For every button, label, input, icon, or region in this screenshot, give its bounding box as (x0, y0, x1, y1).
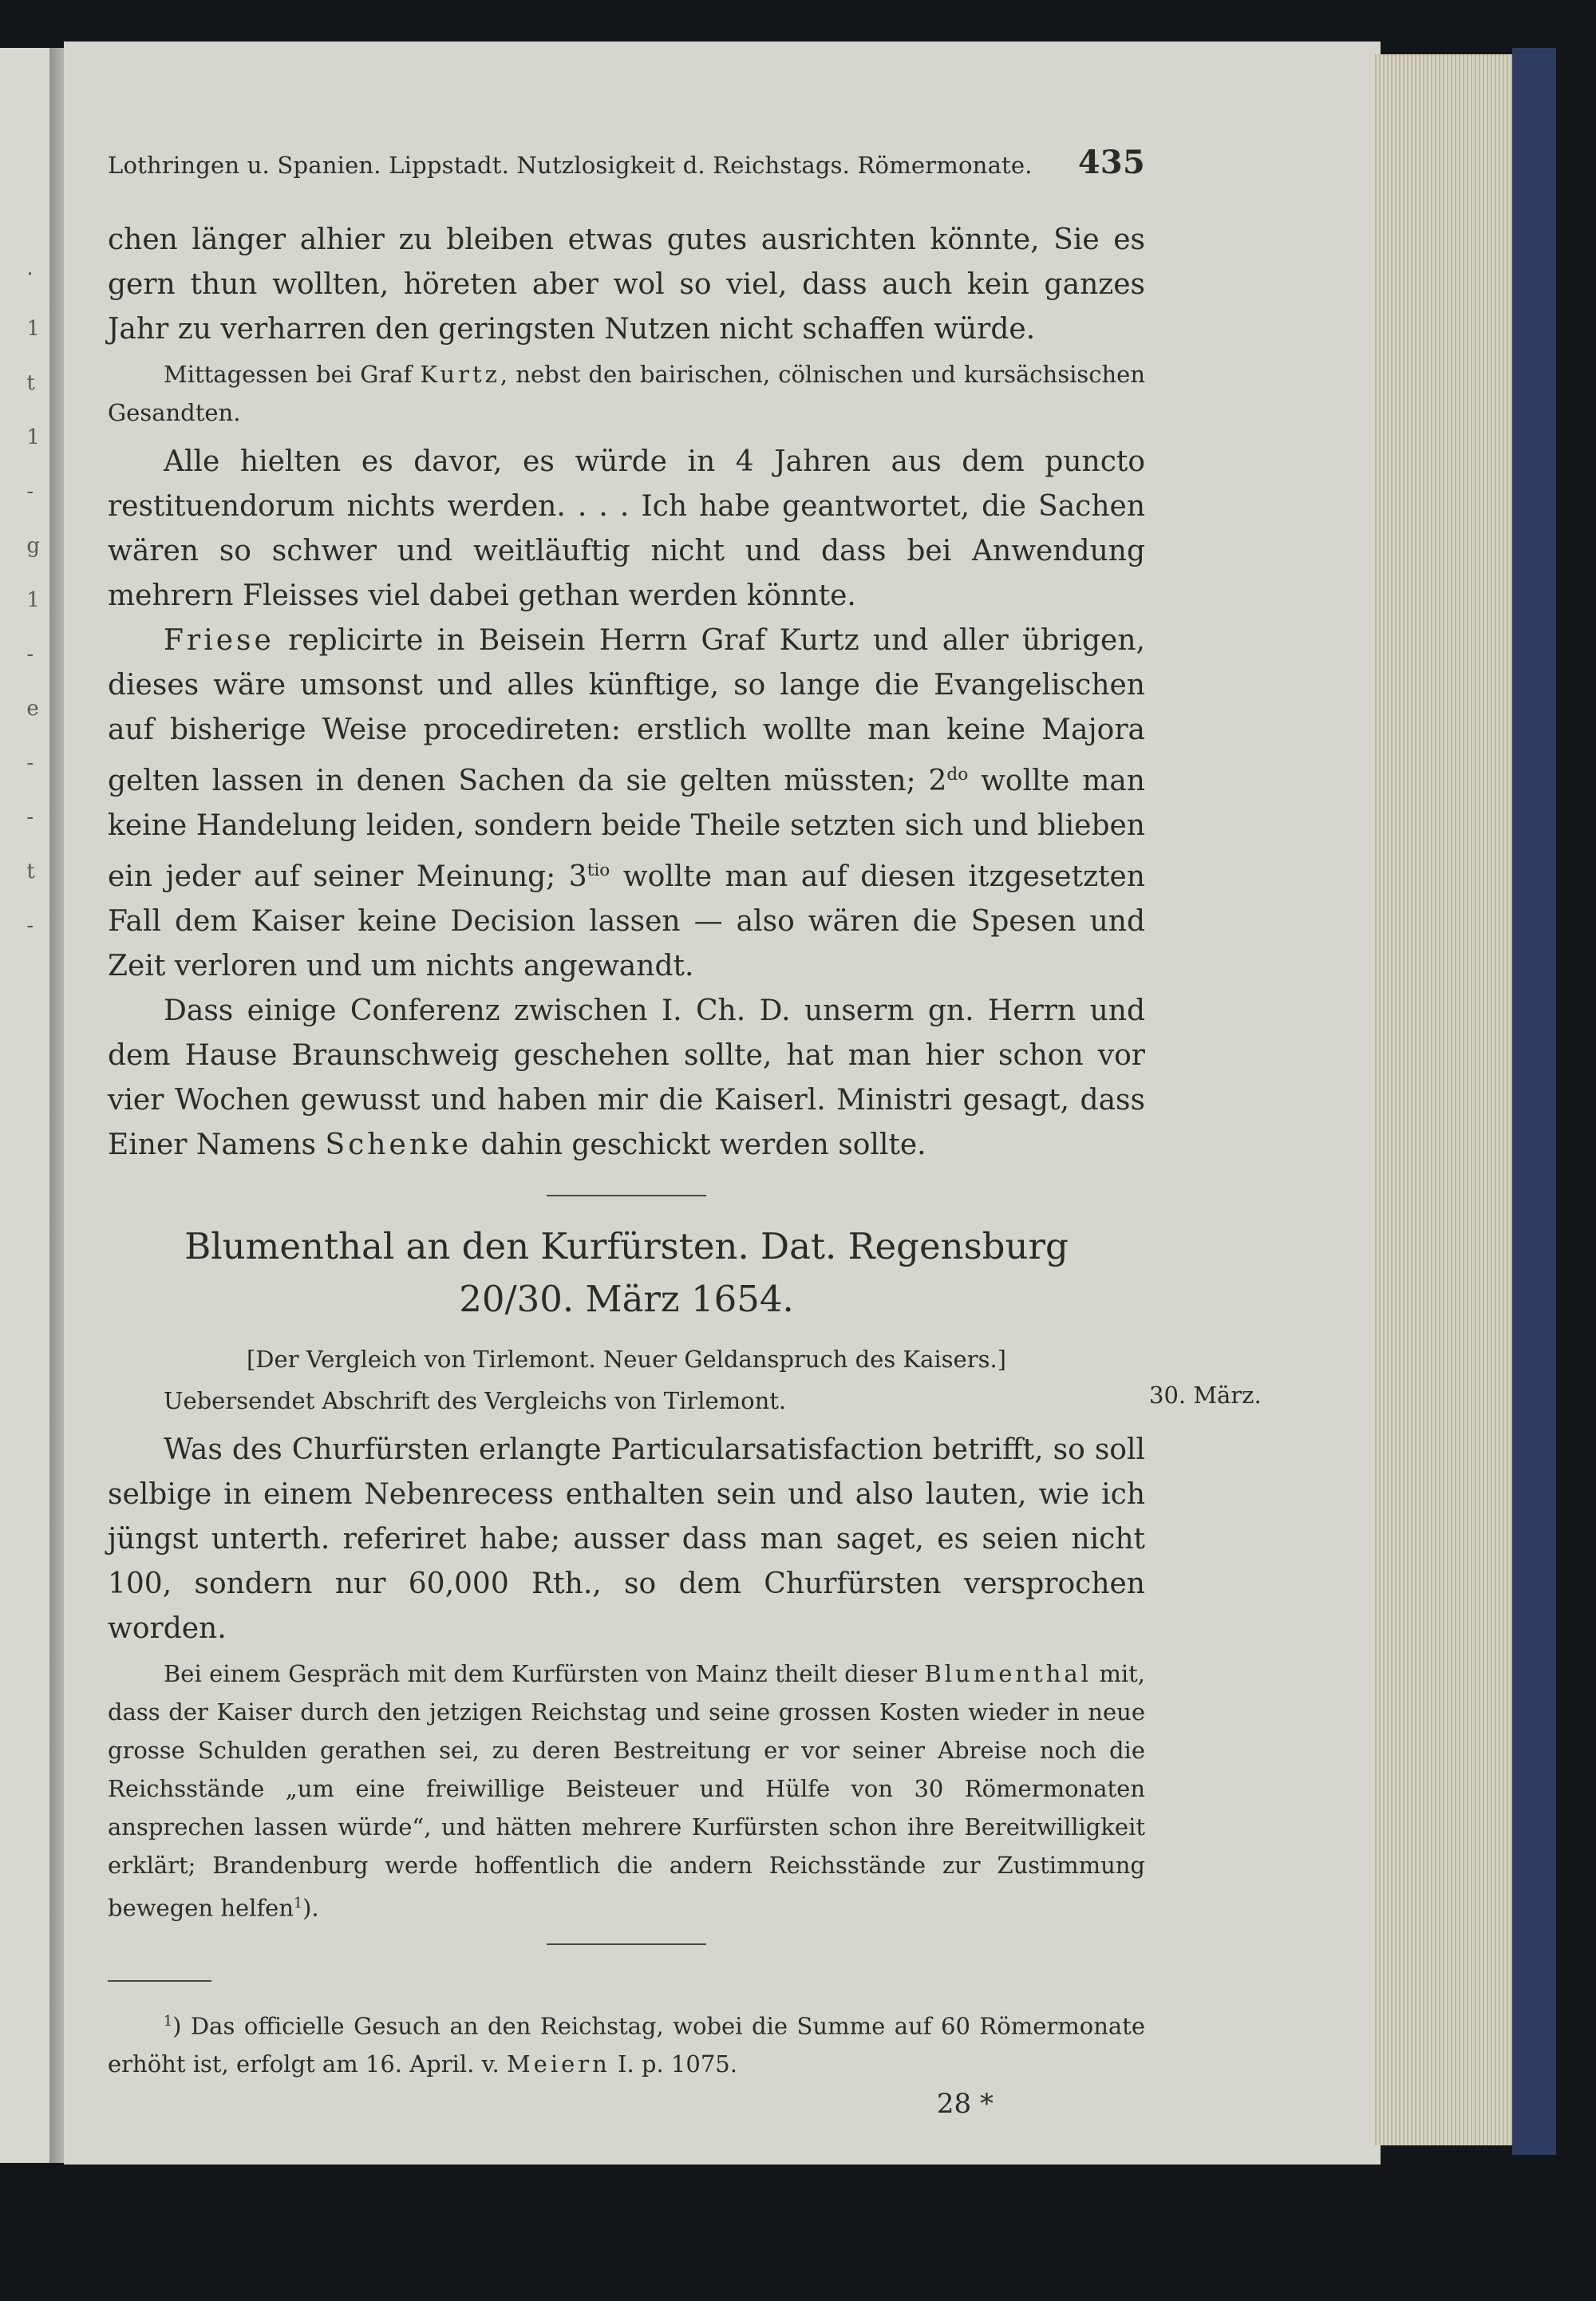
editorial-note-2: Uebersendet Abschrift des Vergleichs von Tirlemont. (164, 1387, 787, 1414)
page-content (108, 144, 1262, 2121)
end-divider (547, 1943, 706, 1945)
letter-heading-line-2: 20/30. März 1654. (459, 1278, 794, 1320)
letter-heading (108, 1220, 1145, 1326)
page-number: 435 (1077, 144, 1145, 181)
book-cover-edge (1512, 48, 1556, 2155)
page-block-edges (1373, 54, 1517, 2145)
paragraph-3: Friese replicirte in Beisein Herrn Graf Kurtz und aller übrigen, dieses wäre umsonst und alles künftige, so lange die Evangelischen auf bisherige Weise procedireten: erstlich wollte man keine Majora gelten lassen in denen Sachen da sie gelten müssten; $2^{do}$ wollte man keine Handelung leiden, sondern beide Theile setzten sich und blieben ein jeder auf seiner Meinung; $3^{tio}$ wollte man auf diesen itzgesetzten Fall dem Kaiser keine Decision lassen — also wären die Spesen und Zeit verloren und um nichts angewandt. (108, 624, 1145, 982)
footnote: $^1$) Das officielle Gesuch an den Reichstag, wobei die Summe auf 60 Römermonate erhöht ist, erfolgt am 16. April. v. Meiern I. p. 1075. (108, 2012, 1145, 2078)
paragraph-2: Alle hielten es davor, es würde in 4 Jahren aus dem puncto restituendorum nichts werden. . . . Ich habe geantwortet, die Sachen wären so schwer und weitläuftig nicht und dass bei Anwendung mehrern Fleisses viel dabei gethan werden könnte. (108, 445, 1145, 612)
letter-summary: [Der Vergleich von Tirlemont. Neuer Geldanspruch des Kaisers.] (246, 1346, 1006, 1373)
running-header (108, 144, 1145, 181)
running-title: Lothringen u. Spanien. Lippstadt. Nutzlosigkeit d. Reichstags. Römermonate. (108, 152, 1033, 179)
margin-date: 30. März. (1149, 1382, 1262, 1409)
facing-page-marks: · 1 t 1 - g 1 - e - - t - (26, 263, 40, 938)
footnote-rule (108, 1980, 211, 1982)
facing-page-edge (0, 48, 52, 2163)
signature-mark: 28 * (936, 2088, 994, 2121)
section-divider (547, 1195, 706, 1196)
paragraph-1: chen länger alhier zu bleiben etwas gutes ausrichten könnte, Sie es gern thun wollten, höreten aber wol so viel, dass auch kein ganzes Jahr zu verharren den geringsten Nutzen nicht schaffen würde. (108, 223, 1145, 346)
editorial-note-3: Bei einem Gespräch mit dem Kurfürsten von Mainz theilt dieser Blumenthal mit, dass der Kaiser durch den jetzigen Reichstag und seine grossen Kosten wieder in neue grosse Schulden gerathen sei, zu deren Bestreitung er vor seiner Abreise noch die Reichsstände „um eine freiwillige Beisteuer und Hülfe von 30 Römermonaten ansprechen lassen würde“, und hätten mehrere Kurfürsten schon ihre Bereitwilligkeit erklärt; Brandenburg werde hoffentlich die andern Reichsstände zur Zustimmung bewegen helfen$^1$). (108, 1660, 1145, 1922)
paragraph-4: Dass einige Conferenz zwischen I. Ch. D. unserm gn. Herrn und dem Hause Braunschweig geschehen sollte, hat man hier schon vor vier Wochen gewusst und haben mir die Kaiserl. Ministri gesagt, dass Einer Namens Schenke dahin geschickt werden sollte. (108, 994, 1145, 1161)
paragraph-5: Was des Churfürsten erlangte Particularsatisfaction betrifft, so soll selbige in einem Nebenrecess enthalten sein und also lauten, wie ich jüngst unterth. referiret habe; ausser dass man saget, es seien nicht 100, sondern nur 60,000 Rth., so dem Churfürsten versprochen worden. (108, 1433, 1145, 1645)
editorial-note-1: Mittagessen bei Graf Kurtz, nebst den bairischen, cölnischen und kursächsischen Gesandten. (108, 361, 1145, 426)
letter-heading-line-1: Blumenthal an den Kurfürsten. Dat. Regensburg (184, 1225, 1069, 1267)
